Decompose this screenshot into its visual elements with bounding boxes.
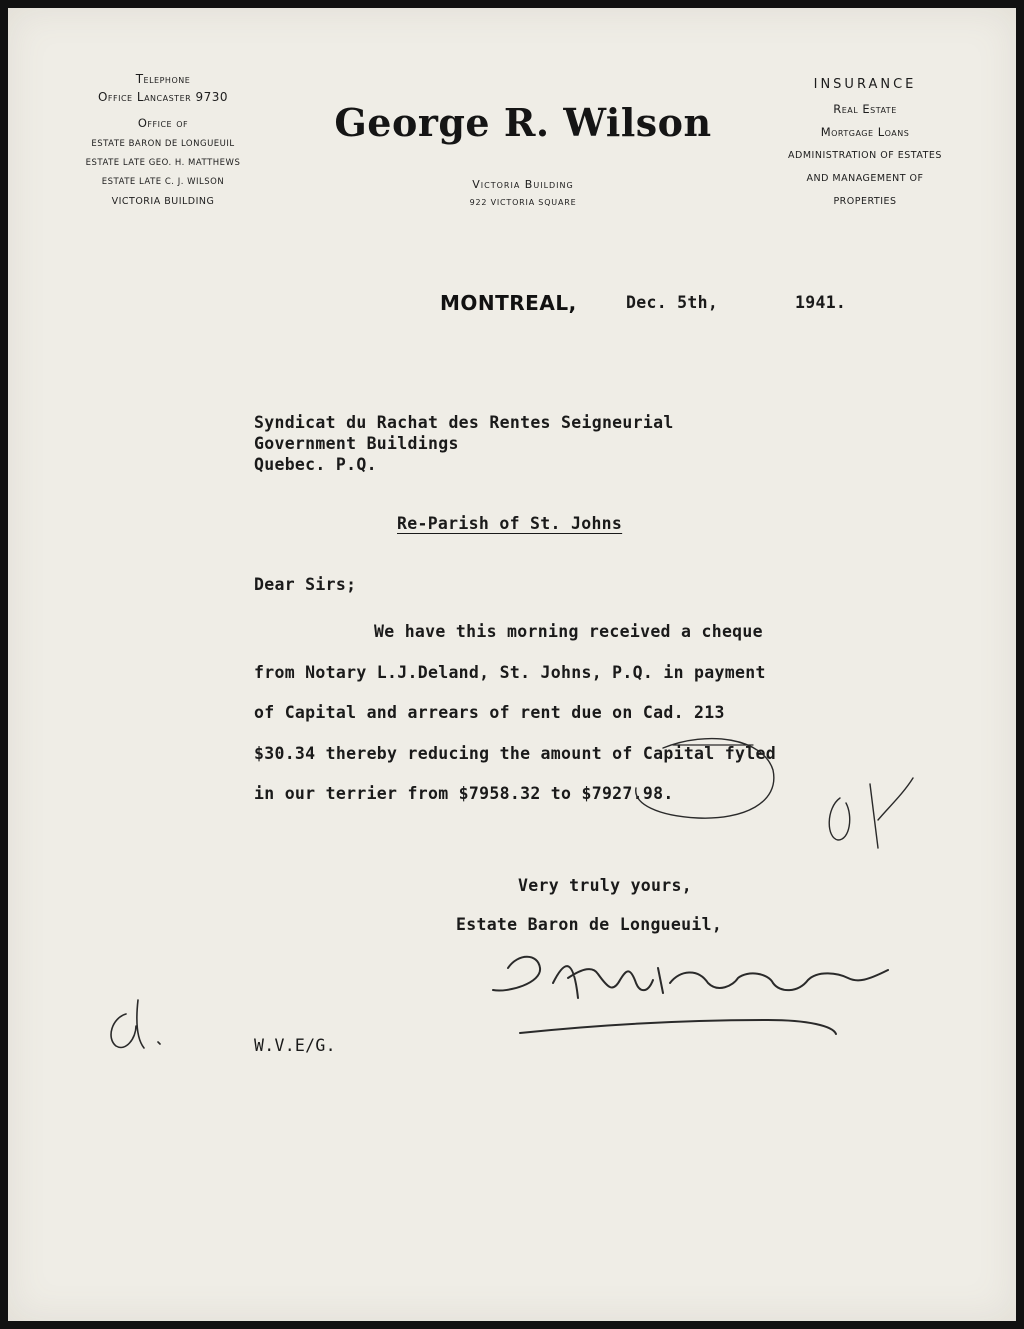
insurance-label: INSURANCE (813, 77, 917, 92)
address-line: Syndicat du Rachat des Rentes Seigneurial (254, 413, 674, 432)
d-margin-mark (111, 1000, 160, 1048)
street-address: 922 VICTORIA SQUARE (469, 198, 577, 207)
date-day: Dec. 5th, (626, 293, 719, 312)
letter-body (254, 612, 776, 815)
body-line: from Notary L.J.Deland, St. Johns, P.Q. in payment (254, 662, 766, 682)
letterhead-right (770, 72, 960, 214)
signature-underline-mark (520, 1020, 836, 1034)
recipient-address (254, 412, 674, 475)
service-line: AND MANAGEMENT OF (806, 173, 924, 184)
city-dateline: MONTREAL, (440, 291, 577, 315)
subject-line: Re-Parish of St. Johns (397, 514, 623, 533)
signature-mark (493, 957, 888, 998)
estate-line: ESTATE LATE GEO. H. MATTHEWS (85, 158, 241, 168)
telephone-label: Telephone (135, 72, 191, 86)
service-line: PROPERTIES (833, 196, 897, 207)
address-line: Government Buildings (254, 434, 459, 453)
service-line: Real Estate (833, 102, 897, 116)
office-of-label: Office of (137, 116, 189, 130)
address-line: Quebec. P.Q. (254, 455, 377, 474)
letter-page (8, 8, 1016, 1321)
estate-line: VICTORIA BUILDING (111, 196, 215, 207)
typist-initials: W.V.E/G. (254, 1036, 336, 1055)
date-year: 1941. (795, 293, 847, 312)
letterhead-left (63, 70, 263, 211)
salutation: Dear Sirs; (254, 575, 357, 594)
service-line: ADMINISTRATION OF ESTATES (788, 150, 942, 161)
service-line: Mortgage Loans (820, 125, 910, 139)
estate-line: ESTATE LATE C. J. WILSON (101, 177, 225, 187)
body-line: in our terrier from $7958.32 to $7927.98. (254, 784, 674, 803)
body-line: We have this morning received a cheque (374, 622, 763, 641)
body-line: $30.34 thereby reducing the amount of Capital fyled (254, 743, 776, 763)
letterhead-address (408, 174, 638, 210)
ok-margin-mark (829, 778, 913, 848)
signatory-estate: Estate Baron de Longueuil, (456, 915, 723, 934)
letterhead-name: George R. Wilson (334, 100, 712, 145)
closing: Very truly yours, (518, 876, 692, 895)
body-line: of Capital and arrears of rent due on Cad. 213 (254, 703, 725, 722)
estate-line: ESTATE BARON DE LONGUEUIL (91, 139, 235, 149)
building-name: Victoria Building (472, 178, 574, 191)
office-phone: Office Lancaster 9730 (97, 90, 229, 104)
